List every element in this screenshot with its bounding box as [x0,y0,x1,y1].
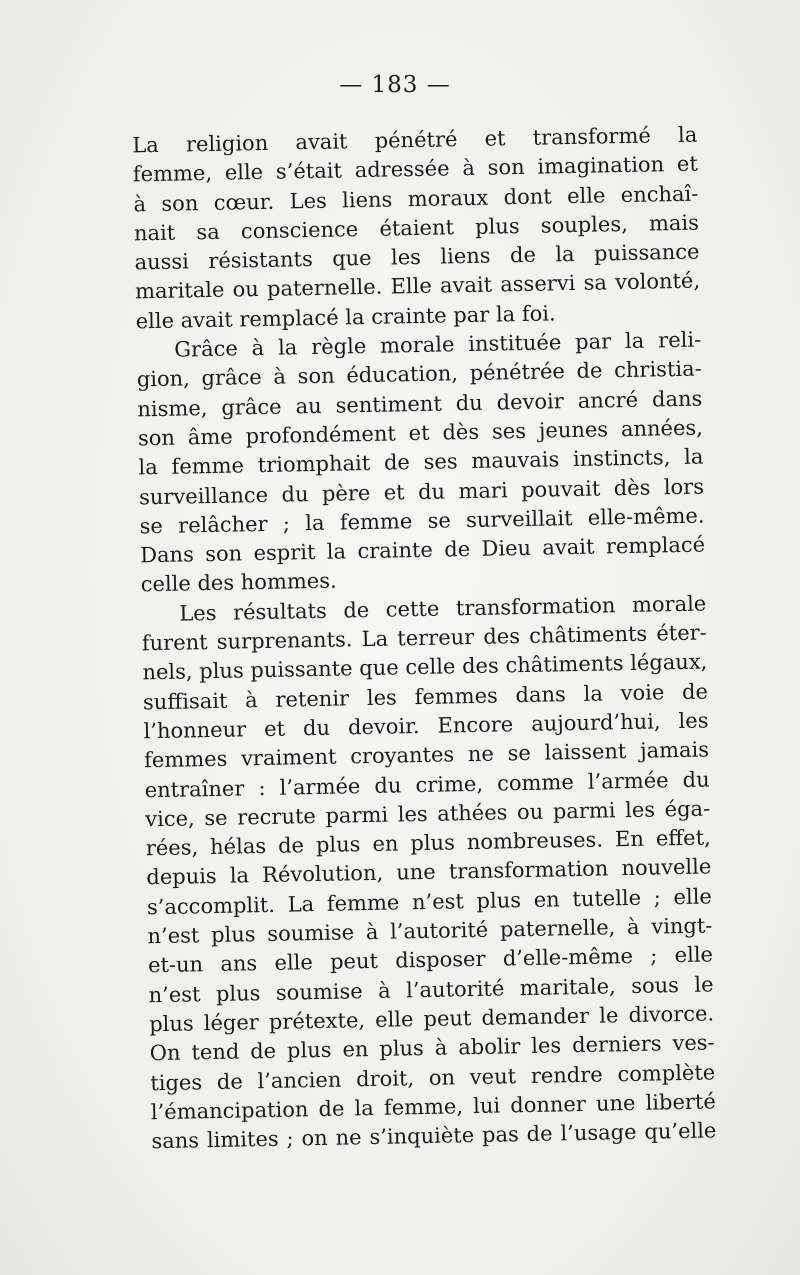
paragraph-2 [136,326,706,600]
text-line: l’émancipation de la femme, lui donner une liberté [150,1089,717,1125]
text-line: maritale ou paternelle. Elle avait asservi sa volonté, [134,269,701,304]
text-line: et-un ans elle peut disposer d’elle-même ; elle [147,942,714,978]
text-line: suffisait à retenir les femmes dans la voie de [142,679,709,714]
text-line: Grâce à la règle morale instituée par la reli- [174,327,702,362]
text-line: femmes vraiment croyantes ne se laissent jamais [143,737,710,773]
text-line: se relâcher ; la femme se surveillait elle-même. [139,503,705,539]
text-line: sans limites ; on ne s’inquiète pas de l’usage qu’elle [151,1118,717,1154]
page-number: — 183 — [339,72,451,98]
text-line: nisme, grâce au sentiment du devoir ancré dans [137,386,703,422]
text-line: la femme triomphait de ses mauvais instincts, la [138,444,704,480]
text-line: entraîner : l’armée du crime, comme l’armée du [144,766,710,802]
text-line: aussi résistants que les liens de la puissance [134,239,700,275]
text-line: celle des hommes. [140,569,337,597]
text-line: plus léger prétexte, elle peut demander le divorce. [148,1001,715,1037]
text-line: son âme profondément et dès ses jeunes années, [137,415,704,451]
text-line: nait sa conscience étaient plus souples, mais [133,210,700,246]
text-line: femme, elle s’était adressée à son imagination et [132,151,699,187]
text-line: Dans son esprit la crainte de Dieu avait remplacé [139,532,706,568]
body-text [132,121,717,1157]
text-line: l’honneur et du devoir. Encore aujourd’hui, les [143,708,709,744]
text-line: n’est plus soumise à l’autorité maritale, sous le [148,972,714,1007]
text-line: s’accomplit. La femme n’est plus en tutelle ; elle [146,884,713,919]
text-line: surveillance du père et du mari pouvait dès lors [138,474,705,509]
text-line: n’est plus soumise à l’autorité paternelle, à vingt- [147,913,713,949]
text-line: On tend de plus en plus à abolir les derniers ves- [149,1030,715,1066]
text-line: depuis la Révolution, une transformation nouvelle [146,854,712,890]
text-line: Les résultats de cette transformation morale [179,591,707,626]
text-line: rées, hélas de plus en plus nombreuses. En effet, [145,825,711,861]
text-line: vice, se recrute parmi les athées ou parmi les éga- [145,796,711,832]
text-line: furent surprenants. La terreur des châtiments éter- [141,620,708,656]
text-line: elle avait remplacé la crainte par la foi. [135,301,556,334]
text-line: gion, grâce à son éducation, pénétrée de christia- [136,356,702,392]
paragraph-3 [141,589,717,1156]
text-line: nels, plus puissante que celle des châtiments légaux, [142,649,708,685]
text-line: La religion avait pénétré et transformé la [132,122,698,158]
text-line: tiges de l’ancien droit, on veut rendre complète [150,1059,716,1095]
paragraph-1 [132,121,701,337]
text-line: à son cœur. Les liens moraux dont elle enchaî- [133,181,699,217]
